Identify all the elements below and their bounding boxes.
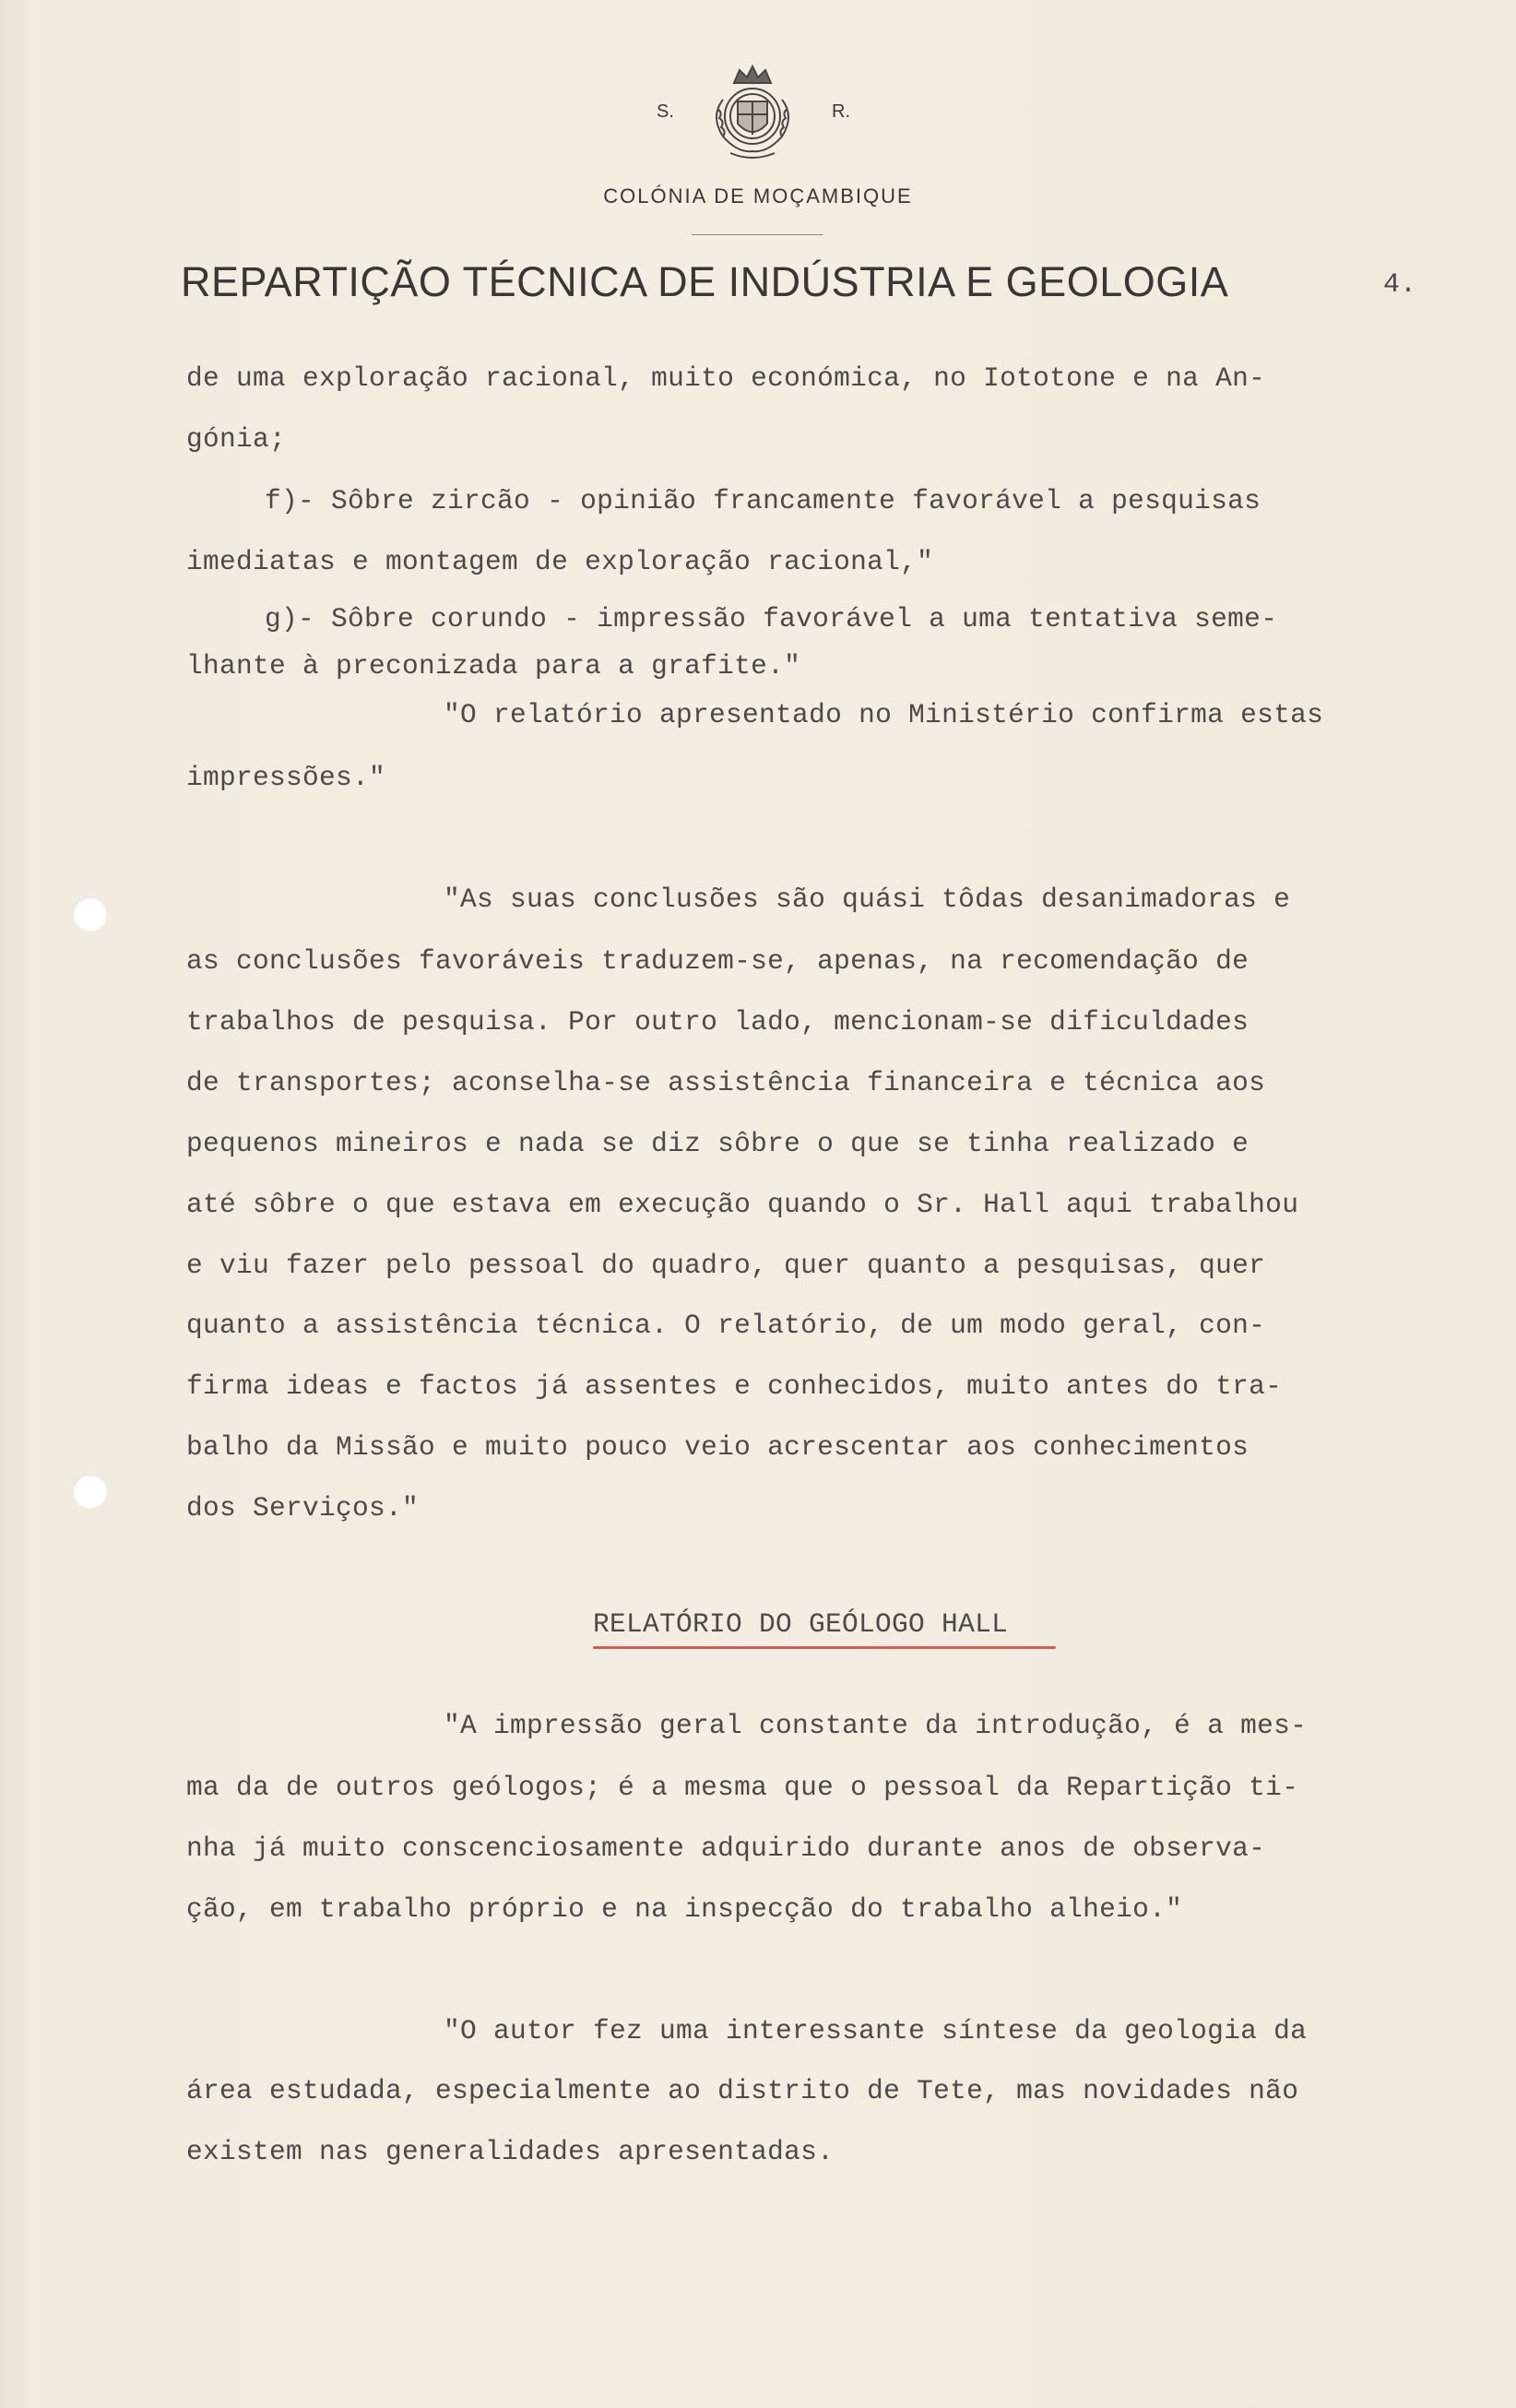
heading-underline xyxy=(593,1646,1056,1649)
body-line: f)- Sôbre zircão - opinião francamente favorável a pesquisas xyxy=(165,485,1261,516)
right-mark: R. xyxy=(832,101,850,122)
body-line: área estudada, especialmente ao distrito de Tete, mas novidades não xyxy=(186,2075,1299,2106)
body-line: balho da Missão e muito pouco veio acrescentar aos conhecimentos xyxy=(186,1431,1250,1463)
letterhead-divider xyxy=(692,234,823,235)
body-line: "A impressão geral constante da introdução, é a mes- xyxy=(444,1710,1308,1741)
punch-hole-bottom xyxy=(72,1474,107,1509)
body-line: quanto a assistência técnica. O relatório, de um modo geral, con- xyxy=(186,1310,1266,1341)
body-line: firma ideas e factos já assentes e conhecidos, muito antes do tra- xyxy=(186,1370,1283,1402)
body-line: impressões." xyxy=(186,762,386,793)
colony-name: COLÓNIA DE MOÇAMBIQUE xyxy=(603,184,913,208)
department-title: REPARTIÇÃO TÉCNICA DE INDÚSTRIA E GEOLOGIA xyxy=(181,258,1229,305)
coat-of-arms-icon xyxy=(697,63,808,166)
body-line: ção, em trabalho próprio e na inspecção do trabalho alheio." xyxy=(186,1893,1183,1925)
body-line: existem nas generalidades apresentadas. xyxy=(186,2136,835,2167)
body-line: pequenos mineiros e nada se diz sôbre o que se tinha realizado e xyxy=(186,1128,1250,1159)
body-line: nha já muito conscenciosamente adquirido durante anos de observa- xyxy=(186,1833,1266,1864)
body-line: as conclusões favoráveis traduzem-se, apenas, na recomendação de xyxy=(186,945,1250,977)
body-line: g)- Sôbre corundo - impressão favorável a uma tentativa seme- xyxy=(165,603,1278,635)
body-line: "O autor fez uma interessante síntese da geologia da xyxy=(444,2015,1308,2046)
body-line: de uma exploração racional, muito económica, no Iototone e na An- xyxy=(186,362,1266,394)
section-heading: RELATÓRIO DO GEÓLOGO HALL xyxy=(593,1608,1009,1640)
body-line: ma da de outros geólogos; é a mesma que o pessoal da Repartição ti- xyxy=(186,1772,1299,1803)
punch-hole-top xyxy=(72,896,107,931)
left-mark: S. xyxy=(657,101,674,122)
body-line: lhante à preconizada para a grafite." xyxy=(186,650,801,682)
body-line: até sôbre o que estava em execução quando o Sr. Hall aqui trabalhou xyxy=(186,1189,1299,1220)
page-number: 4. xyxy=(1383,269,1417,301)
body-line: "O relatório apresentado no Ministério confirma estas xyxy=(444,699,1324,730)
body-line: trabalhos de pesquisa. Por outro lado, mencionam-se dificuldades xyxy=(186,1006,1250,1038)
body-line: imediatas e montagem de exploração racional," xyxy=(186,546,934,577)
body-line: e viu fazer pelo pessoal do quadro, quer quanto a pesquisas, quer xyxy=(186,1250,1266,1281)
body-line: de transportes; aconselha-se assistência financeira e técnica aos xyxy=(186,1067,1266,1098)
body-line: "As suas conclusões são quási tôdas desanimadoras e xyxy=(444,884,1291,915)
body-line: dos Serviços." xyxy=(186,1492,420,1524)
body-line: gónia; xyxy=(186,423,287,455)
